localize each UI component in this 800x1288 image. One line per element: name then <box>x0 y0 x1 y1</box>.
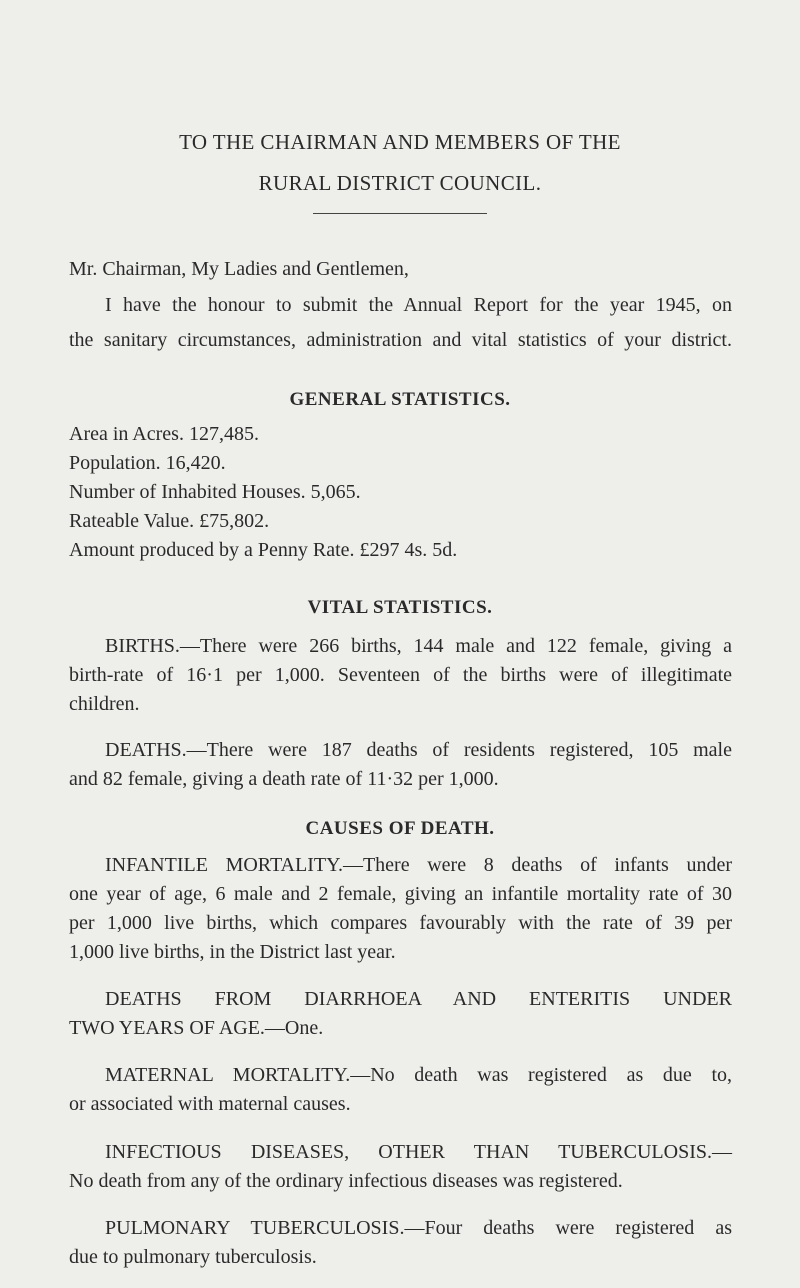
causes-of-death-heading: CAUSES OF DEATH. <box>305 818 495 839</box>
infantile-line3: per 1,000 live births, which compares favourably with the rate of 39 per <box>69 912 732 934</box>
population: Population. 16,420. <box>69 452 226 474</box>
births-line1: BIRTHS.—There were 266 births, 144 male and 122 female, giving a <box>105 635 732 657</box>
diarrhoea-line1: DEATHS FROM DIARRHOEA AND ENTERITIS UNDER <box>105 988 732 1010</box>
penny-rate: Amount produced by a Penny Rate. £297 4s. 5d. <box>69 539 458 561</box>
infectious-line2: No death from any of the ordinary infectious diseases was registered. <box>69 1170 623 1192</box>
infectious-line1: INFECTIOUS DISEASES, OTHER THAN TUBERCULOSIS.— <box>105 1141 732 1163</box>
salutation: Mr. Chairman, My Ladies and Gentlemen, <box>69 258 409 280</box>
deaths-line1: DEATHS.—There were 187 deaths of residents registered, 105 male <box>105 739 732 761</box>
maternal-line2: or associated with maternal causes. <box>69 1093 351 1115</box>
intro-line1: I have the honour to submit the Annual Report for the year 1945, on <box>105 294 732 316</box>
inhabited-houses: Number of Inhabited Houses. 5,065. <box>69 481 361 503</box>
infantile-line2: one year of age, 6 male and 2 female, giving an infantile mortality rate of 30 <box>69 883 732 905</box>
divider-rule <box>313 213 487 214</box>
diarrhoea-line2: TWO YEARS OF AGE.—One. <box>69 1017 324 1039</box>
infantile-line4: 1,000 live births, in the District last year. <box>69 941 396 963</box>
addressee-heading-line1: TO THE CHAIRMAN AND MEMBERS OF THE <box>179 130 621 154</box>
births-line2: birth-rate of 16·1 per 1,000. Seventeen of the births were of illegitimate <box>69 664 732 686</box>
pulmonary-line1: PULMONARY TUBERCULOSIS.—Four deaths were registered as <box>105 1217 732 1239</box>
infantile-line1: INFANTILE MORTALITY.—There were 8 deaths of infants under <box>105 854 732 876</box>
intro-line2: the sanitary circumstances, administration and vital statistics of your district. <box>69 329 732 351</box>
area-in-acres: Area in Acres. 127,485. <box>69 423 259 445</box>
maternal-line1: MATERNAL MORTALITY.—No death was registered as due to, <box>105 1064 732 1086</box>
births-line3: children. <box>69 693 140 715</box>
deaths-line2: and 82 female, giving a death rate of 11·32 per 1,000. <box>69 768 499 790</box>
rateable-value: Rateable Value. £75,802. <box>69 510 270 532</box>
vital-statistics-heading: VITAL STATISTICS. <box>307 597 493 618</box>
general-statistics-heading: GENERAL STATISTICS. <box>289 389 511 410</box>
addressee-heading-line2: RURAL DISTRICT COUNCIL. <box>258 171 542 195</box>
pulmonary-line2: due to pulmonary tuberculosis. <box>69 1246 317 1268</box>
